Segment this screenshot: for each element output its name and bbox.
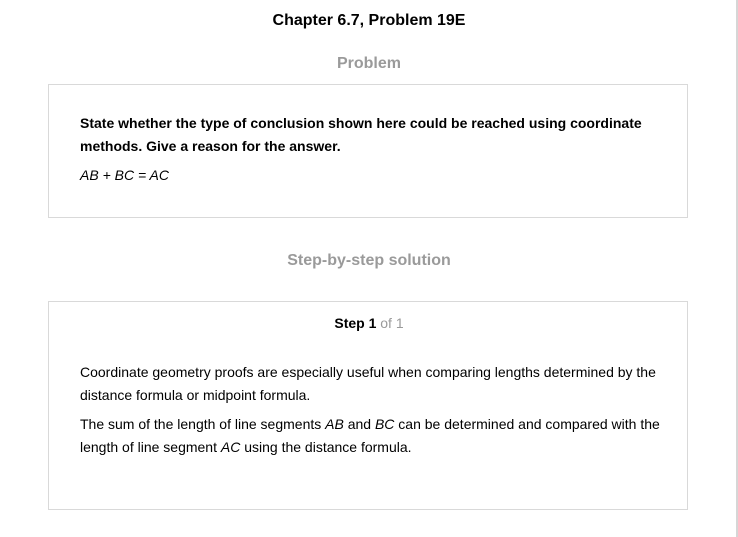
segment-ac: AC (220, 439, 241, 455)
problem-statement: State whether the type of conclusion shown here could be reached using coordinate methods. Give a reason for the answer. (80, 115, 642, 154)
solution-paragraph-1: Coordinate geometry proofs are especially useful when comparing lengths determined by the distance formula or midpoint formula. (80, 364, 656, 403)
segment-bc: BC (374, 416, 395, 432)
segment-ab: AB (325, 416, 344, 432)
paragraph-text: can be determined and compared with the length of line segment (80, 416, 660, 455)
paragraph-text: The sum of the length of line segments (80, 416, 326, 432)
solution-paragraph-2 (80, 413, 660, 459)
step-indicator (0, 314, 738, 332)
step-total: of 1 (380, 315, 404, 331)
paragraph-text: and (343, 416, 375, 432)
solution-heading: Step-by-step solution (287, 252, 451, 269)
problem-equation: AB + BC = AC (80, 167, 169, 183)
paragraph-text: using the distance formula. (240, 439, 412, 455)
chapter-title: Chapter 6.7, Problem 19E (272, 12, 466, 29)
problem-heading: Problem (336, 55, 401, 72)
step-number: Step 1 (334, 315, 377, 331)
